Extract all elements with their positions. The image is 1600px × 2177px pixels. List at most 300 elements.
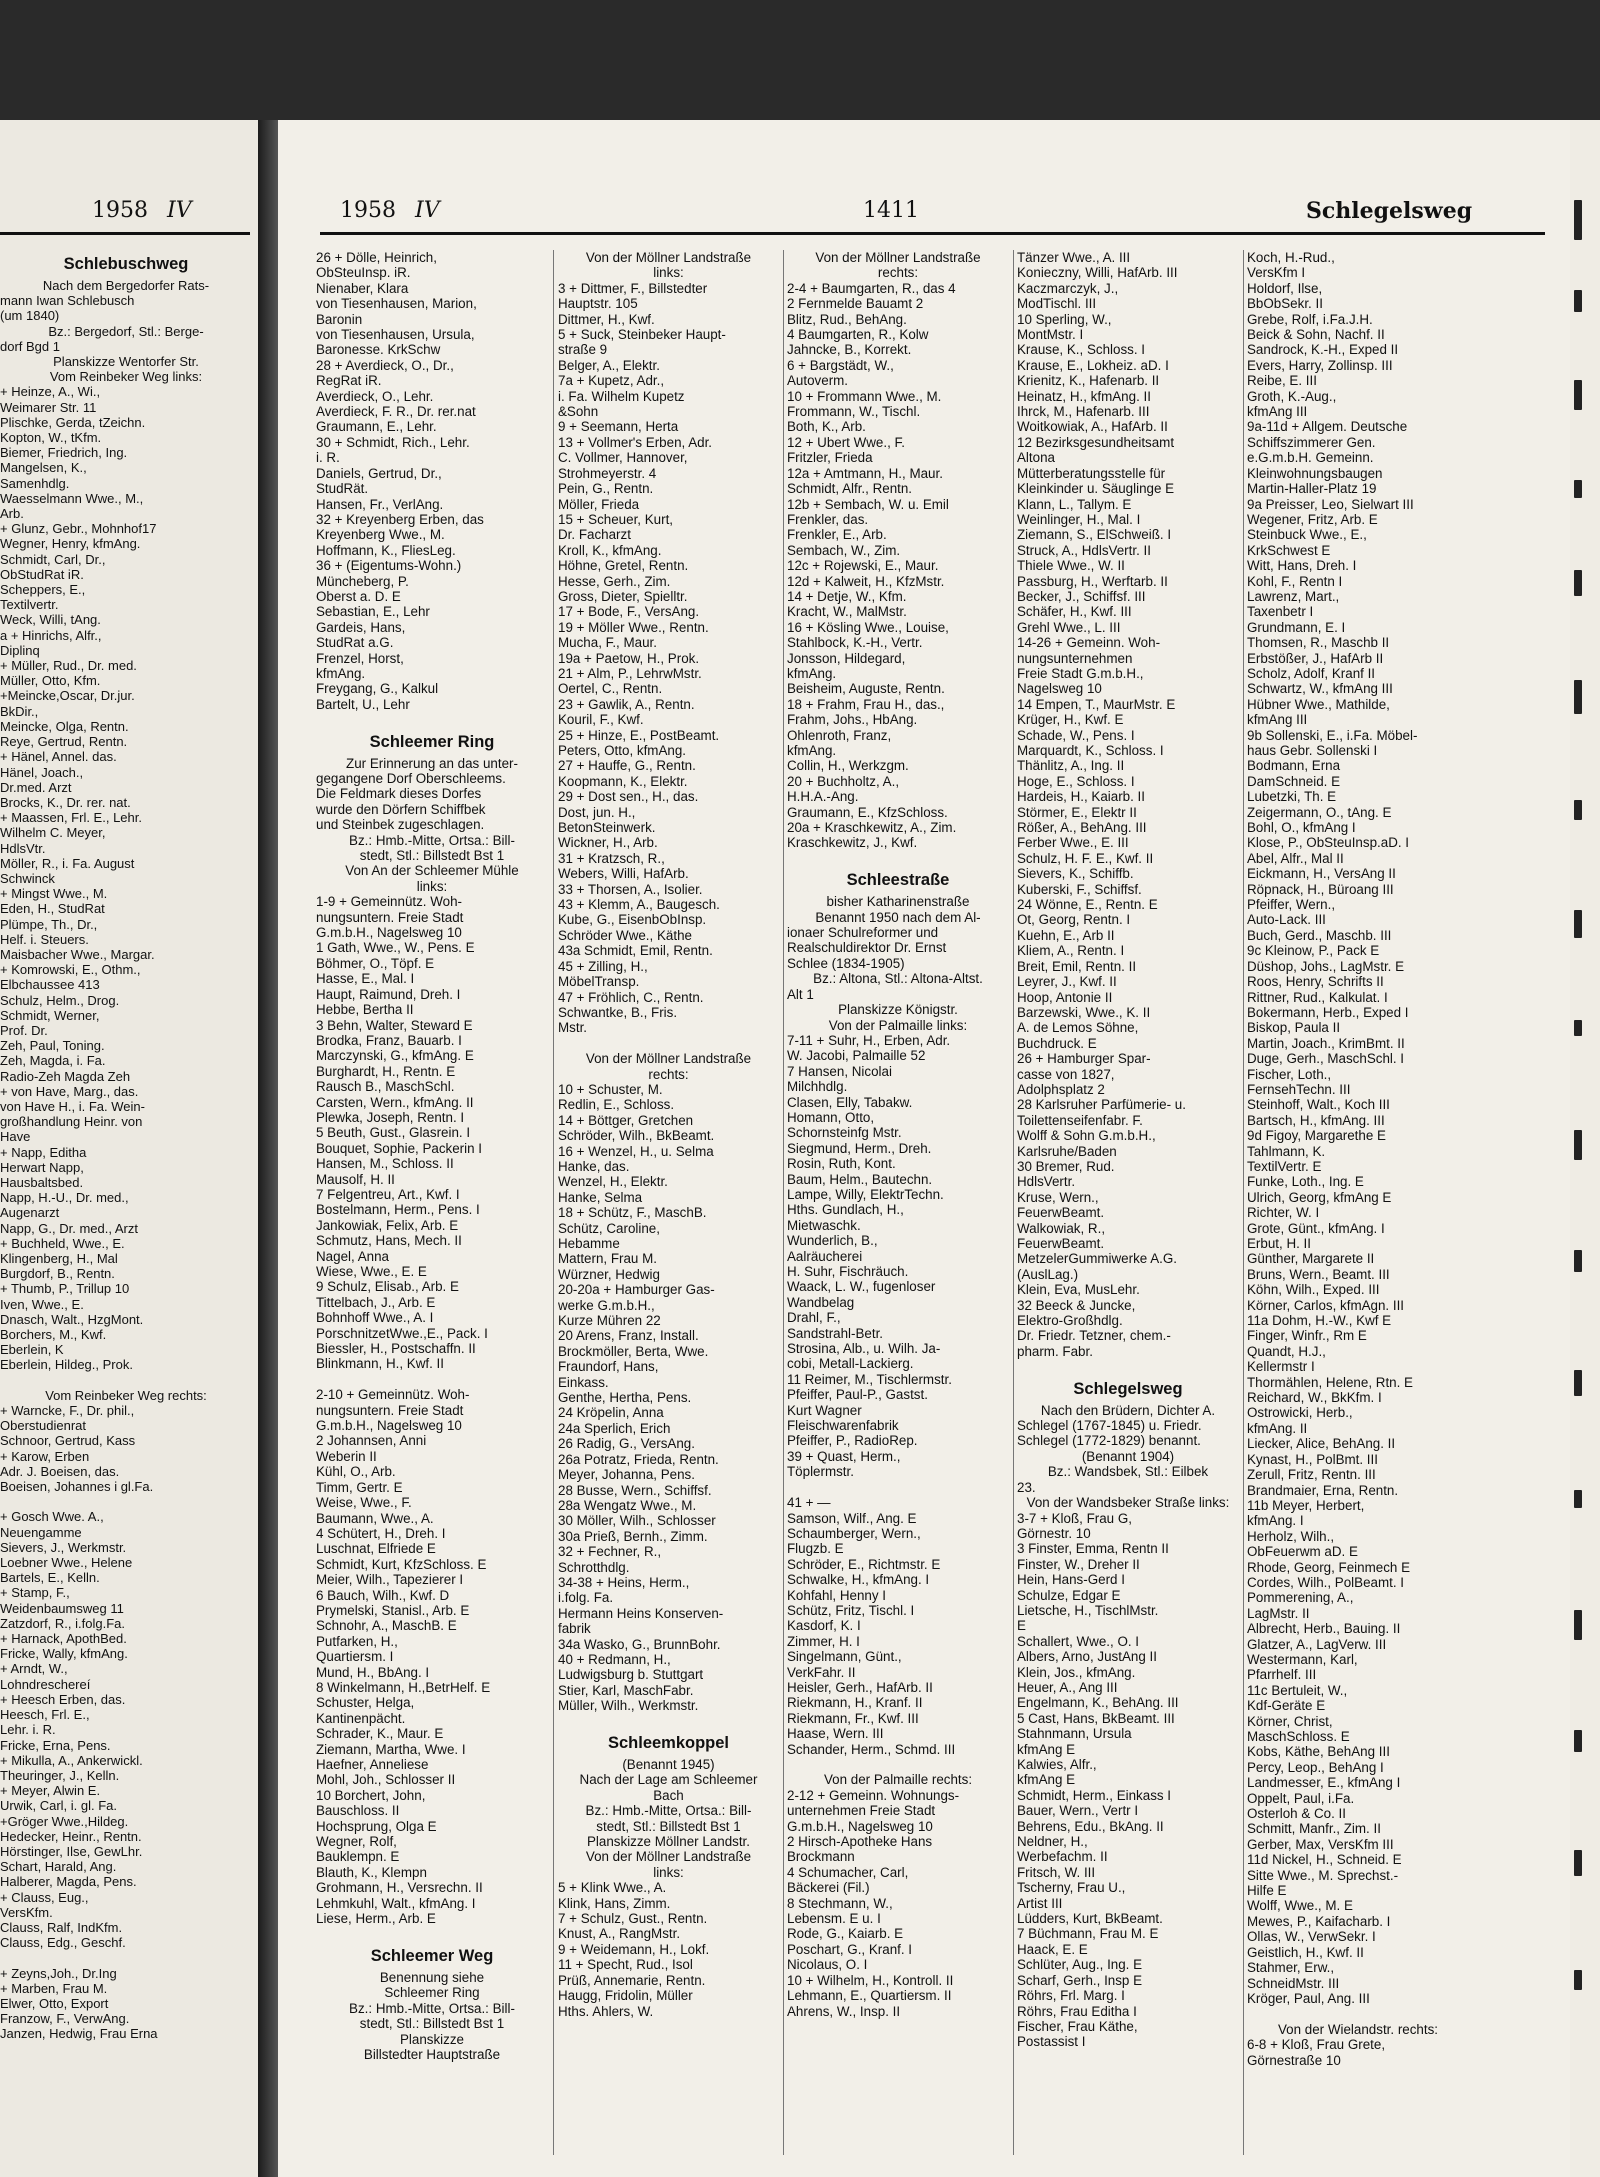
entry-line: 17 + Bode, F., VersAng. xyxy=(558,604,700,620)
entry-line: 24 Kröpelin, Anna xyxy=(558,1405,664,1421)
entry-line: + Meyer, Alwin E. xyxy=(0,1783,101,1799)
entry-line: Lehmann, E., Quartiersm. II xyxy=(787,1988,952,2004)
entry-line: Weise, Wwe., F. xyxy=(316,1495,412,1511)
entry-line: Westermann, Karl, xyxy=(1247,1651,1358,1667)
entry-line: 26 + Dölle, Heinrich, xyxy=(316,250,437,265)
entry-line: Thomsen, R., Maschb II xyxy=(1247,635,1390,651)
entry-line: Realschuldirektor Dr. Ernst xyxy=(787,940,947,956)
entry-line: 21 + Alm, P., LehrwMstr. xyxy=(558,665,702,681)
entry-line: 5 Beuth, Gust., Glasrein. I xyxy=(316,1125,471,1141)
entry-line: 19a + Paetow, H., Prok. xyxy=(558,650,700,666)
entry-line: Von der Möllner Landstraße xyxy=(815,250,981,265)
entry-line: Schlee (1834-1905) xyxy=(787,955,905,971)
entry-line: + Karow, Erben xyxy=(0,1448,90,1464)
entry-line: Bz.: Altona, Stl.: Altona-Altst. xyxy=(813,971,983,987)
entry-line: 5 Cast, Hans, BkBeamt. III xyxy=(1017,1710,1175,1726)
entry-line: pharm. Fabr. xyxy=(1017,1343,1093,1359)
entry-line: 20-20a + Hamburger Gas- xyxy=(558,1282,715,1298)
spacer xyxy=(787,851,1009,866)
entry-line: Marquardt, K., Schloss. I xyxy=(1017,743,1164,758)
entry-line: + Komrowski, E., Othm., xyxy=(0,962,141,978)
entry-line: Collin, H., Werkzgm. xyxy=(787,758,909,774)
entry-line: Rode, G., Kaiarb. E xyxy=(787,1926,904,1942)
entry-line: Billstedter Hauptstraße xyxy=(363,2046,501,2062)
entry-line: Hänel, Joach., xyxy=(0,764,84,780)
entry-line: Planskizze xyxy=(399,2031,464,2047)
page-number: 1411 xyxy=(863,198,919,223)
left-page-header xyxy=(92,198,192,223)
entry-line: Bauklempn. E xyxy=(316,1849,400,1865)
entry-line: Schulz, Helm., Drog. xyxy=(0,992,120,1008)
entry-line: Schulz, H. F. E., Kwf. II xyxy=(1017,850,1154,866)
entry-line: Von der Möllner Landstraße xyxy=(585,1051,752,1067)
entry-line: Bartelt, U., Lehr xyxy=(316,696,410,712)
entry-line: G.m.b.H., Nagelsweg 10 xyxy=(316,1418,462,1434)
entry-line: 20 Arens, Franz, Install. xyxy=(558,1328,699,1344)
entry-line: Reibe, E. III xyxy=(1247,373,1317,389)
entry-line: Fraundorf, Hans, xyxy=(558,1359,659,1375)
entry-line: 9b Sollenski, E., i.Fa. Möbel- xyxy=(1247,727,1418,743)
entry-line: Würzner, Hedwig xyxy=(558,1266,660,1282)
entry-line: PorschnitzetWwe.,E., Pack. I xyxy=(316,1325,488,1341)
entry-line: 5 + Suck, Steinbeker Haupt- xyxy=(558,327,726,343)
entry-line: + Mikulla, A., Ankerwickl. xyxy=(0,1752,143,1768)
entry-line: Wandbelag xyxy=(787,1294,855,1310)
entry-line: 41 + — xyxy=(787,1495,831,1511)
entry-line: Herholz, Wilh., xyxy=(1247,1528,1335,1544)
entry-line: links: xyxy=(416,878,448,894)
entry-line: Schröder, Wilh., BkBeamt. xyxy=(558,1128,715,1144)
entry-line: (um 1840) xyxy=(0,308,60,324)
entry-line: Pfeiffer, Wern., xyxy=(1247,897,1336,913)
entry-line: Dnasch, Walt., HzgMont. xyxy=(0,1311,144,1327)
entry-line: Blitz, Rud., BehAng. xyxy=(787,311,907,327)
entry-line: 12c + Rojewski, E., Maur. xyxy=(787,558,939,574)
entry-line: Landmesser, E., kfmAng I xyxy=(1247,1775,1401,1791)
entry-line: 30 Bremer, Rud. xyxy=(1017,1158,1115,1174)
street-heading: Schleemkoppel xyxy=(607,1734,730,1752)
street-heading: Schlebuschweg xyxy=(63,255,189,273)
entry-line: Jahncke, B., Korrekt. xyxy=(787,342,912,358)
entry-line: Krüger, H., Kwf. E xyxy=(1017,712,1124,728)
entry-line: Brocks, K., Dr. rer. nat. xyxy=(0,794,131,810)
entry-line: Borchers, M., Kwf. xyxy=(0,1327,107,1343)
entry-line: + Müller, Rud., Dr. med. xyxy=(0,658,137,674)
entry-line: Pfeiffer, P., RadioRep. xyxy=(787,1433,918,1449)
entry-line: Lubetzki, Th. E xyxy=(1247,789,1337,805)
entry-line: Nach der Lage am Schleemer xyxy=(579,1772,758,1788)
entry-line: VersKfm. xyxy=(0,1904,53,1920)
entry-line: Kantinenpächt. xyxy=(316,1710,406,1726)
entry-line: Singelmann, Günt., xyxy=(787,1649,902,1665)
entry-line: Ihrck, M., Hafenarb. III xyxy=(1017,404,1150,420)
entry-line: 40 + Redmann, H., xyxy=(558,1651,671,1667)
entry-line: 45 + Zilling, H., xyxy=(558,958,648,974)
entry-line: Kouril, F., Kwf. xyxy=(558,712,644,728)
entry-line: H. Suhr, Fischräuch. xyxy=(787,1264,909,1279)
entry-line: nungsunternehmen xyxy=(1017,650,1133,666)
entry-line: 18 + Schütz, F., MaschB. xyxy=(558,1205,707,1221)
directory-column-4 xyxy=(1017,250,1239,2050)
entry-line: links: xyxy=(653,1864,684,1880)
entry-line: HdlsVertr. xyxy=(1017,1174,1076,1190)
entry-line: Sandstrahl-Betr. xyxy=(787,1325,884,1341)
entry-line: Artist III xyxy=(1017,1895,1063,1911)
entry-line: Baum, Helm., Bautechn. xyxy=(787,1171,933,1187)
entry-line: kfmAng E xyxy=(1017,1741,1076,1757)
entry-line: Frenzel, Horst, xyxy=(316,650,404,666)
entry-line: Scharf, Gerh., Insp E xyxy=(1017,1972,1143,1988)
entry-line: Mietwaschk. xyxy=(787,1217,861,1233)
entry-line: Hanke, Selma xyxy=(558,1189,643,1205)
entry-line: Genthe, Hertha, Pens. xyxy=(558,1390,692,1406)
spacer xyxy=(1017,1359,1239,1374)
entry-line: Tänzer Wwe., A. III xyxy=(1017,250,1131,265)
entry-line: SchneidMstr. III xyxy=(1247,1975,1340,1991)
entry-line: Thiele Wwe., W. II xyxy=(1017,558,1125,574)
entry-line: Heinatz, H., kfmAng. II xyxy=(1017,388,1151,404)
entry-line: Averdieck, F. R., Dr. rer.nat xyxy=(316,404,476,420)
entry-line: Steinbuck Wwe., E., xyxy=(1247,527,1367,543)
entry-line: Kuehn, E., Arb II xyxy=(1017,927,1115,943)
entry-line: Frenkler, E., Arb. xyxy=(787,527,887,543)
column-divider xyxy=(553,250,554,2155)
entry-line: Schleemer Ring xyxy=(384,1985,480,2001)
entry-line: Körner, Christ, xyxy=(1247,1713,1333,1729)
entry-line: Koopmann, K., Elektr. xyxy=(558,773,688,789)
entry-line: Fritsch, W. III xyxy=(1017,1864,1096,1880)
right-page-year: 1958 xyxy=(340,198,396,223)
entry-line: großhandlung Heinr. von xyxy=(0,1114,143,1130)
entry-line: Zatzdorf, R., i.folg.Fa. xyxy=(0,1615,125,1631)
entry-line: +Meincke,Oscar, Dr.jur. xyxy=(0,688,135,704)
entry-line: Meier, Wilh., Tapezierer I xyxy=(316,1572,464,1588)
entry-line: Hesse, Gerh., Zim. xyxy=(558,573,671,589)
entry-line: Hebamme xyxy=(558,1236,620,1251)
entry-line: Lietsche, H., TischlMstr. xyxy=(1017,1602,1159,1618)
entry-line: Holdorf, Ilse, xyxy=(1247,280,1323,296)
entry-line: Albers, Arno, JustAng II xyxy=(1017,1649,1157,1665)
entry-line: Tahlmann, K. xyxy=(1247,1143,1326,1159)
spacer xyxy=(0,1373,252,1388)
entry-line: Hermann Heins Konserven- xyxy=(558,1605,724,1621)
entry-line: KrkSchwest E xyxy=(1247,542,1331,558)
entry-line: Görnestraße 10 xyxy=(1247,2052,1341,2068)
entry-line: Napp, H.-U., Dr. med., xyxy=(0,1190,129,1206)
entry-line: Burghardt, H., Rentn. E xyxy=(316,1063,456,1079)
book-gutter xyxy=(258,120,278,2177)
entry-line: + Stamp, F., xyxy=(0,1585,70,1601)
entry-line: Lampe, Willy, ElektrTechn. xyxy=(787,1186,944,1202)
entry-line: BetonSteinwerk. xyxy=(558,820,656,836)
entry-line: Evers, Harry, Zollinsp. III xyxy=(1247,357,1393,373)
entry-line: BbObSekr. II xyxy=(1247,296,1323,312)
entry-line: Kreyenberg Wwe., M. xyxy=(316,527,445,543)
entry-line: 3 Behn, Walter, Steward E xyxy=(316,1017,473,1033)
entry-line: Marczynski, G., kfmAng. E xyxy=(316,1048,474,1064)
entry-line: Prüß, Annemarie, Rentn. xyxy=(558,1972,706,1988)
left-page-entries xyxy=(0,278,252,2042)
entry-line: Von der Möllner Landstraße xyxy=(585,250,752,265)
entry-line: Haupt, Raimund, Dreh. I xyxy=(316,986,461,1002)
directory-column-1 xyxy=(316,250,548,2062)
entry-line: 6 + Bargstädt, W., xyxy=(787,357,894,373)
entry-line: Klink, Hans, Zimm. xyxy=(558,1895,671,1911)
entry-line: Schwinck xyxy=(0,870,55,886)
entry-line: Peters, Otto, kfmAng. xyxy=(558,743,687,758)
entry-line: Elbchaussee 413 xyxy=(0,977,100,993)
entry-line: Schaumberger, Wern., xyxy=(787,1525,921,1541)
entry-line: 23. xyxy=(1017,1479,1036,1495)
entry-line: Tittelbach, J., Arb. E xyxy=(316,1294,436,1310)
entry-line: Neuengamme xyxy=(0,1524,82,1540)
entry-line: Samenhdlg. xyxy=(0,475,70,491)
entry-line: 8 Stechmann, W., xyxy=(787,1895,893,1911)
entry-line: kfmAng III xyxy=(1247,404,1308,420)
entry-line: Radio-Zeh Magda Zeh xyxy=(0,1068,131,1084)
entry-line: Finster, W., Dreher II xyxy=(1017,1556,1140,1572)
entry-line: Beick & Sohn, Nachf. II xyxy=(1247,327,1385,343)
right-page xyxy=(278,120,1570,2177)
entry-line: Kalwies, Alfr., xyxy=(1017,1757,1097,1772)
entry-line: Loebner Wwe., Helene xyxy=(0,1555,133,1571)
entry-line: Schander, Herm., Schmd. III xyxy=(787,1741,956,1757)
spacer xyxy=(558,1036,779,1051)
entry-line: mann Iwan Schlebusch xyxy=(0,293,135,309)
entry-line: Fritzler, Frieda xyxy=(787,450,873,466)
entry-line: Carsten, Wern., kfmAng. II xyxy=(316,1094,474,1110)
entry-line: wurde den Dörfern Schiffbek xyxy=(316,801,486,817)
entry-line: Ahrens, W., Insp. II xyxy=(787,2003,901,2019)
entry-line: Weinlinger, H., Mal. I xyxy=(1017,511,1141,527)
entry-line: 25 + Hinze, E., PostBeamt. xyxy=(558,727,720,743)
entry-line: 23 + Gawlik, A., Rentn. xyxy=(558,696,695,712)
entry-line: Plewka, Joseph, Rentn. I xyxy=(316,1109,465,1125)
entry-line: Weberin II xyxy=(316,1448,377,1464)
entry-line: + Warncke, F., Dr. phil., xyxy=(0,1403,135,1419)
entry-line: Heuer, A., Ang III xyxy=(1017,1679,1118,1695)
entry-line: 26 Radig, G., VersAng. xyxy=(558,1436,695,1452)
entry-line: Schmidt, Kurt, KfzSchloss. E xyxy=(316,1556,487,1572)
entry-line: 10 + Schuster, M. xyxy=(558,1081,663,1097)
entry-line: Lehmkuhl, Walt., kfmAng. I xyxy=(316,1895,476,1911)
entry-line: 11c Bertuleit, W., xyxy=(1247,1682,1348,1698)
entry-line: Nicolaus, O. I xyxy=(787,1957,868,1973)
entry-line: ObFeuerwm aD. E xyxy=(1247,1544,1358,1560)
entry-line: 24 Wönne, E., Rentn. E xyxy=(1017,897,1158,913)
entry-line: Fleischwarenfabrik xyxy=(787,1418,899,1434)
entry-line: Textilvertr. xyxy=(0,597,59,613)
entry-line: Bauer, Wern., Vertr I xyxy=(1017,1803,1139,1819)
entry-line: Duge, Gerh., MaschSchl. I xyxy=(1247,1051,1405,1067)
column-divider xyxy=(1013,250,1014,2155)
entry-line: Hübner Wwe., Mathilde, xyxy=(1247,696,1390,712)
entry-line: Eden, H., StudRat xyxy=(0,901,105,917)
entry-line: Stahnmann, Ursula xyxy=(1017,1726,1132,1742)
entry-line: Schallert, Wwe., O. I xyxy=(1017,1633,1140,1649)
entry-line: Nienaber, Klara xyxy=(316,280,409,296)
entry-line: Breit, Emil, Rentn. II xyxy=(1017,958,1137,974)
entry-line: Stier, Karl, MaschFabr. xyxy=(558,1682,694,1698)
entry-line: Möller, R., i. Fa. August xyxy=(0,855,135,871)
entry-line: Körner, Carlos, kfmAgn. III xyxy=(1247,1297,1405,1313)
entry-line: Waack, L. W., fugenloser xyxy=(787,1279,936,1295)
entry-line: Mattern, Frau M. xyxy=(558,1251,657,1267)
entry-line: Aalräucherei xyxy=(787,1248,863,1264)
entry-line: FeuerwBeamt. xyxy=(1017,1236,1105,1251)
entry-line: Sandrock, K.-H., Exped II xyxy=(1247,342,1399,358)
entry-line: Ziemann, S., ElSchweiß. I xyxy=(1017,527,1172,543)
entry-line: Schade, W., Pens. I xyxy=(1017,727,1135,743)
entry-line: stedt, Stl.: Billstedt Bst 1 xyxy=(596,1818,741,1834)
entry-line: Mund, H., BbAng. I xyxy=(316,1664,430,1680)
entry-line: Quartiersm. I xyxy=(316,1649,394,1665)
entry-line: unternehmen Freie Stadt xyxy=(787,1803,936,1819)
entry-line: 9 + Seemann, Herta xyxy=(558,419,679,435)
entry-line: rechts: xyxy=(648,1066,689,1082)
entry-line: 14 Empen, T., MaurMstr. E xyxy=(1017,696,1176,712)
entry-line: Wunderlich, B., xyxy=(787,1233,878,1249)
entry-line: Strosina, Alb., u. Wilh. Ja- xyxy=(787,1341,941,1357)
entry-line: Hardeis, H., Kaiarb. II xyxy=(1017,789,1146,805)
entry-line: Sievers, K., Schiffb. xyxy=(1017,866,1134,882)
entry-line: und Steinbek zugeschlagen. xyxy=(316,817,485,833)
entry-line: Bz.: Hmb.-Mitte, Ortsa.: Bill- xyxy=(349,832,515,848)
entry-line: 32 Beeck & Juncke, xyxy=(1017,1297,1136,1313)
entry-line: Schrotthdlg. xyxy=(558,1559,630,1575)
entry-line: Reichard, W., BkKfm. I xyxy=(1247,1390,1382,1406)
entry-line: +Gröger Wwe.,Hildeg. xyxy=(0,1813,129,1829)
entry-line: Glatzer, A., LagVerw. III xyxy=(1247,1636,1387,1652)
entry-line: (Benannt 1904) xyxy=(1081,1448,1175,1464)
entry-line: 2 Johannsen, Anni xyxy=(316,1433,427,1449)
entry-line: Hansen, M., Schloss. II xyxy=(316,1156,454,1172)
entry-line: Höhne, Gretel, Rentn. xyxy=(558,558,689,574)
entry-line: Graumann, E., Lehr. xyxy=(316,419,437,435)
street-heading: Schlegelsweg xyxy=(1073,1379,1183,1398)
entry-line: 28a Wengatz Wwe., M. xyxy=(558,1497,697,1513)
entry-line: Haefner, Anneliese xyxy=(316,1757,429,1772)
entry-line: Schütz, Fritz, Tischl. I xyxy=(787,1602,915,1618)
entry-line: 15 + Scheuer, Kurt, xyxy=(558,511,674,527)
entry-line: Bauschloss. II xyxy=(316,1803,400,1819)
entry-line: 30a Prieß, Bernh., Zimm. xyxy=(558,1528,708,1544)
entry-line: kfmAng. xyxy=(787,743,837,758)
entry-line: Kohl, F., Rentn I xyxy=(1247,573,1343,589)
directory-column-5 xyxy=(1247,250,1469,2068)
entry-line: Röhrs, Frau Editha I xyxy=(1017,2003,1137,2019)
entry-line: + Gosch Wwe. A., xyxy=(0,1509,104,1525)
entry-line: Both, K., Arb. xyxy=(787,419,866,435)
entry-line: Kurt Wagner xyxy=(787,1402,862,1418)
entry-line: Ludwigsburg b. Stuttgart xyxy=(558,1667,704,1683)
entry-line: Poschart, G., Kranf. I xyxy=(787,1941,913,1957)
entry-line: 32 + Fechner, R., xyxy=(558,1544,662,1560)
entry-line: Stahmer, Erw., xyxy=(1247,1960,1335,1976)
entry-line: Kracht, W., MalMstr. xyxy=(787,604,907,620)
entry-line: W. Jacobi, Palmaille 52 xyxy=(787,1048,926,1064)
entry-line: Samson, Wilf., Ang. E xyxy=(787,1510,917,1526)
entry-line: Mohl, Joh., Schlosser II xyxy=(316,1772,456,1788)
entry-line: Nagelsweg 10 xyxy=(1017,681,1102,697)
entry-line: Kuberski, F., Schiffsf. xyxy=(1017,881,1142,897)
entry-line: Belger, A., Elektr. xyxy=(558,357,660,373)
entry-line: 26 + Hamburger Spar- xyxy=(1017,1051,1151,1067)
entry-line: Webers, Willi, HafArb. xyxy=(558,866,689,882)
entry-line: Ferber Wwe., E. III xyxy=(1017,835,1129,851)
entry-line: Rhode, Georg, Feinmech E xyxy=(1247,1559,1411,1575)
entry-line: Weimarer Str. 11 xyxy=(0,399,97,415)
entry-line: 47 + Fröhlich, C., Rentn. xyxy=(558,989,704,1005)
entry-line: Wegener, Fritz, Arb. E xyxy=(1247,511,1378,527)
entry-line: G.m.b.H., Nagelsweg 10 xyxy=(316,925,462,941)
entry-line: Planskizze Königstr. xyxy=(838,1002,958,1018)
entry-line: Grehl Wwe., L. III xyxy=(1017,619,1121,635)
entry-line: Werbefachm. II xyxy=(1017,1849,1108,1865)
entry-line: + Marben, Frau M. xyxy=(0,1980,108,1996)
entry-line: Altona xyxy=(1017,450,1055,466)
entry-line: Bäckerei (Fil.) xyxy=(787,1880,870,1896)
entry-line: 10 Borchert, John, xyxy=(316,1787,426,1803)
entry-line: + Hänel, Annel. das. xyxy=(0,749,117,765)
entry-line: Putfarken, H., xyxy=(316,1633,398,1649)
entry-line: Passburg, H., Werftarb. II xyxy=(1017,573,1168,589)
entry-line: 36 + (Eigentums-Wohn.) xyxy=(316,558,462,574)
entry-line: 12 Bezirksgesundheitsamt xyxy=(1017,434,1175,450)
entry-line: + Thumb, P., Trillup 10 xyxy=(0,1281,130,1297)
street-heading: Schleemer Weg xyxy=(370,1946,494,1965)
entry-line: Arb. xyxy=(0,506,24,522)
entry-line: Schlegel (1772-1829) benannt. xyxy=(1017,1433,1201,1449)
entry-line: ObStudRat iR. xyxy=(0,566,84,582)
entry-line: Redlin, E., Schloss. xyxy=(558,1097,675,1113)
entry-line: Von An der Schleemer Mühle xyxy=(345,863,519,879)
entry-line: Leyrer, J., Kwf. II xyxy=(1017,974,1117,990)
entry-line: Zimmer, H. I xyxy=(787,1633,860,1649)
left-page-year: 1958 xyxy=(92,198,148,223)
entry-line: Kleinwohnungsbaugen xyxy=(1247,465,1383,481)
entry-line: Augenarzt xyxy=(0,1205,60,1221)
entry-line: Wolff & Sohn G.m.b.H., xyxy=(1017,1128,1156,1144)
entry-line: straße 9 xyxy=(558,342,608,358)
entry-line: + Zeyns,Joh., Dr.Ing xyxy=(0,1965,117,1981)
entry-line: Clasen, Elly, Tabakw. xyxy=(787,1094,913,1110)
entry-line: Vom Reinbeker Weg rechts: xyxy=(45,1387,207,1403)
entry-line: Dr. Facharzt xyxy=(558,527,631,543)
entry-line: Rößer, A., BehAng. III xyxy=(1017,820,1147,836)
entry-line: 9 + Weidemann, H., Lokf. xyxy=(558,1941,710,1957)
entry-line: A. de Lemos Söhne, xyxy=(1017,1020,1139,1036)
entry-line: Kliem, A., Rentn. I xyxy=(1017,943,1125,959)
entry-line: Von der Wandsbeker Straße links: xyxy=(1026,1495,1230,1511)
entry-line: Prymelski, Stanisl., Arb. E xyxy=(316,1602,470,1618)
entry-line: VersKfm I xyxy=(1247,265,1306,281)
entry-line: Richter, W. I xyxy=(1247,1205,1320,1221)
entry-line: 12 + Ubert Wwe., F. xyxy=(787,434,905,450)
entry-line: i. R. xyxy=(316,450,340,466)
entry-line: Vom Reinbeker Weg links: xyxy=(49,369,203,385)
entry-line: 18 + Frahm, Frau H., das., xyxy=(787,696,945,712)
entry-line: Heesch, Frl. E., xyxy=(0,1707,90,1723)
entry-line: Geistlich, H., Kwf. II xyxy=(1247,1944,1364,1960)
entry-line: Schmitt, Manfr., Zim. II xyxy=(1247,1821,1381,1837)
entry-line: Thormählen, Helene, Rtn. E xyxy=(1247,1374,1413,1390)
entry-line: Grohmann, H., Versrechn. II xyxy=(316,1880,483,1896)
entry-line: Möller, Frieda xyxy=(558,496,640,512)
entry-line: DamSchneid. E xyxy=(1247,773,1341,789)
entry-line: Riekmann, H., Kranf. II xyxy=(787,1695,923,1711)
entry-line: Stahlbock, K.-H., Vertr. xyxy=(787,635,923,651)
